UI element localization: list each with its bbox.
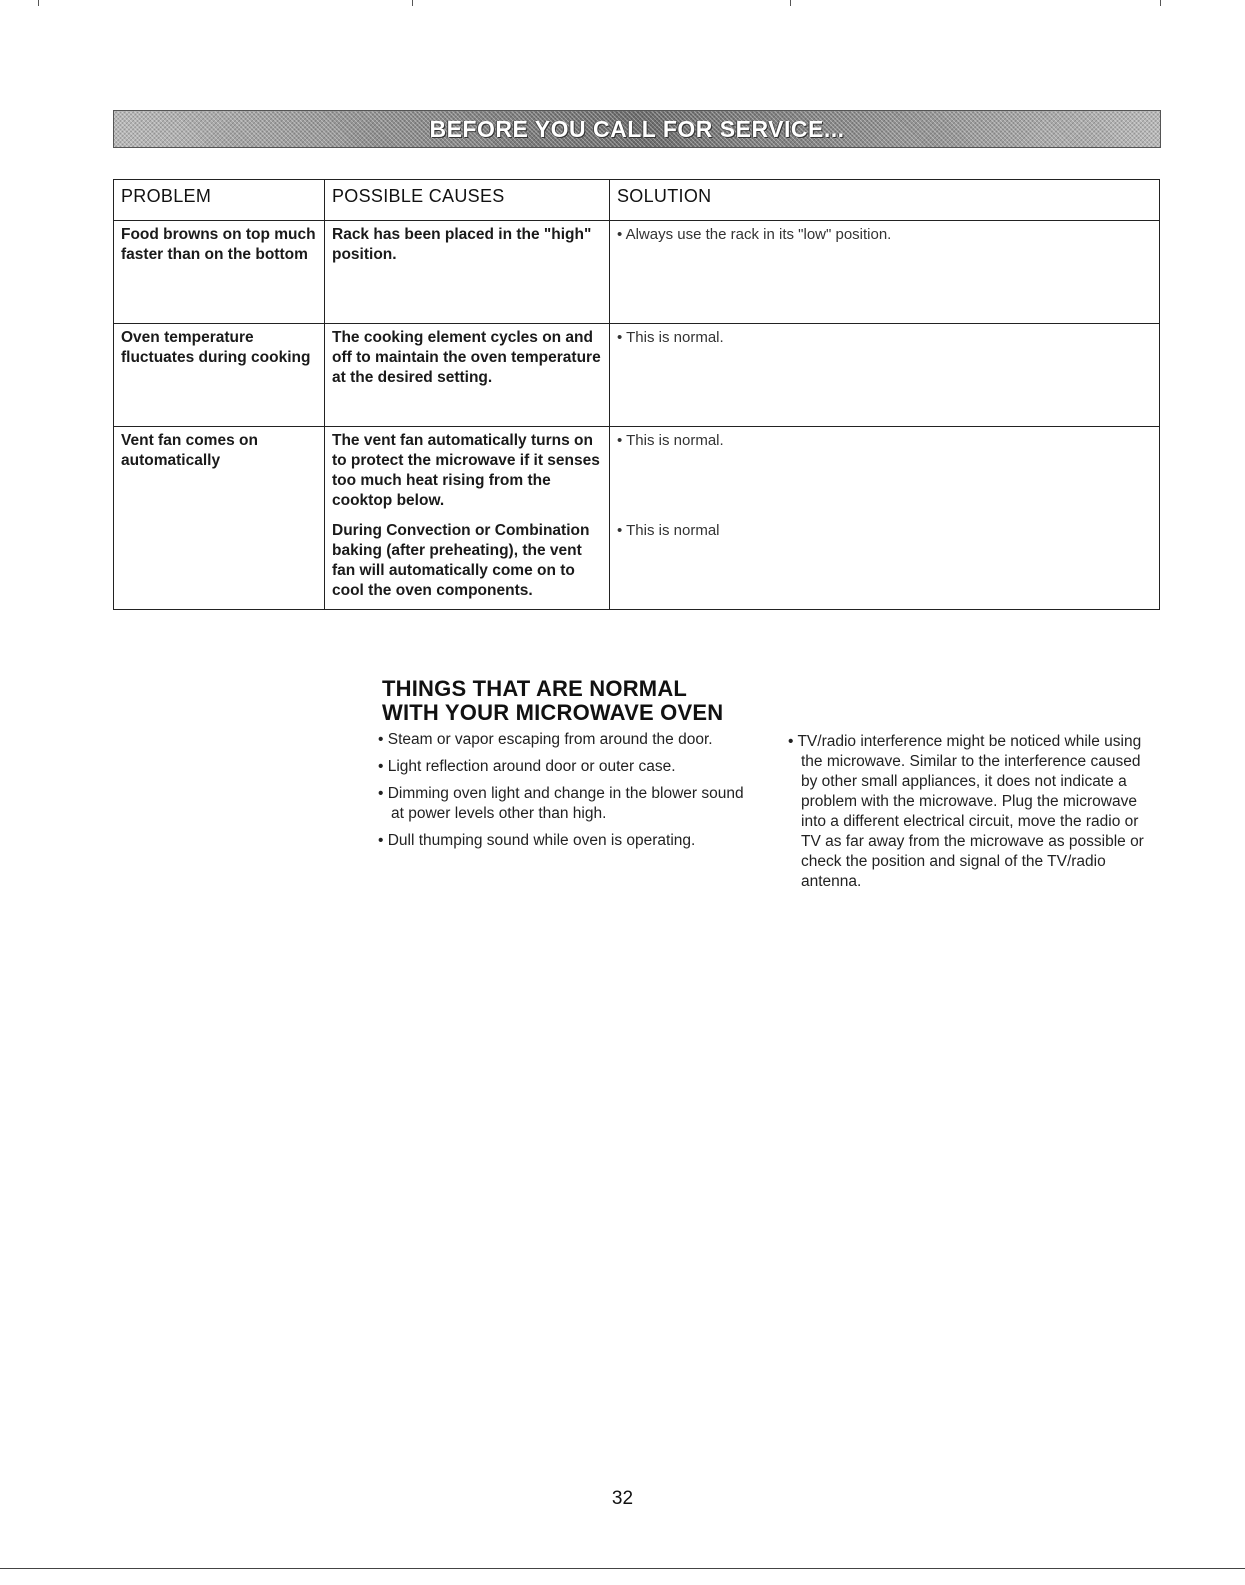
- cause-text: The cooking element cycles on and off to maintain the oven temperature at the desired setting.: [332, 329, 601, 386]
- table-header-row: [114, 180, 1160, 221]
- table-row: [114, 427, 1160, 610]
- header-possible-causes: POSSIBLE CAUSES: [325, 180, 610, 221]
- list-item: • Dimming oven light and change in the blower sound at power levels other than high.: [378, 785, 744, 822]
- normal-title-line1: THINGS THAT ARE NORMAL: [382, 676, 688, 701]
- list-item: • Steam or vapor escaping from around the door.: [378, 731, 713, 748]
- normal-list-left: [378, 730, 748, 858]
- normal-list-right: [788, 732, 1158, 899]
- header-problem: PROBLEM: [114, 180, 325, 221]
- solution-text: • Always use the rack in its "low" position.: [617, 226, 892, 243]
- cause-text: During Convection or Combination baking (after preheating), the vent fan will automatically come on to cool the oven components.: [332, 522, 590, 599]
- table-row: [114, 324, 1160, 427]
- solution-text: • This is normal: [617, 522, 720, 539]
- solution-text: • This is normal.: [617, 329, 724, 346]
- solution-cell: [610, 427, 1160, 610]
- page-number: 32: [611, 1488, 634, 1509]
- solution-cell: [610, 324, 1160, 427]
- section-banner: [113, 110, 1161, 148]
- cause-text: The vent fan automatically turns on to protect the microwave if it senses too much heat rising from the cooktop below.: [332, 432, 600, 509]
- bottom-rule: [0, 1568, 1245, 1569]
- banner-title: BEFORE YOU CALL FOR SERVICE...: [429, 115, 845, 142]
- list-item: • Dull thumping sound while oven is operating.: [378, 832, 696, 849]
- solution-cell: [610, 221, 1160, 324]
- problem-cell: Vent fan comes on automatically: [114, 427, 325, 610]
- cause-cell: [325, 221, 610, 324]
- table-row: [114, 221, 1160, 324]
- cause-cell: [325, 324, 610, 427]
- cause-text: Rack has been placed in the "high" position.: [332, 226, 592, 263]
- normal-section-title: [382, 677, 723, 725]
- problem-cell: Food browns on top much faster than on the bottom: [114, 221, 325, 324]
- normal-title-line2: WITH YOUR MICROWAVE OVEN: [382, 700, 724, 725]
- list-item: • Light reflection around door or outer case.: [378, 758, 676, 775]
- solution-text: • This is normal.: [617, 432, 724, 449]
- header-solution: SOLUTION: [610, 180, 1160, 221]
- cause-cell: [325, 427, 610, 610]
- problem-cell: Oven temperature fluctuates during cooking: [114, 324, 325, 427]
- list-item: • TV/radio interference might be noticed while using the microwave. Similar to the interference caused by other small appliances, it does not indicate a problem with the microwave. Plug the microwave into a different electrical circuit, move the radio or TV as far away from the microwave as possible or check the position and signal of the TV/radio antenna.: [788, 733, 1144, 890]
- troubleshooting-table: [113, 179, 1160, 610]
